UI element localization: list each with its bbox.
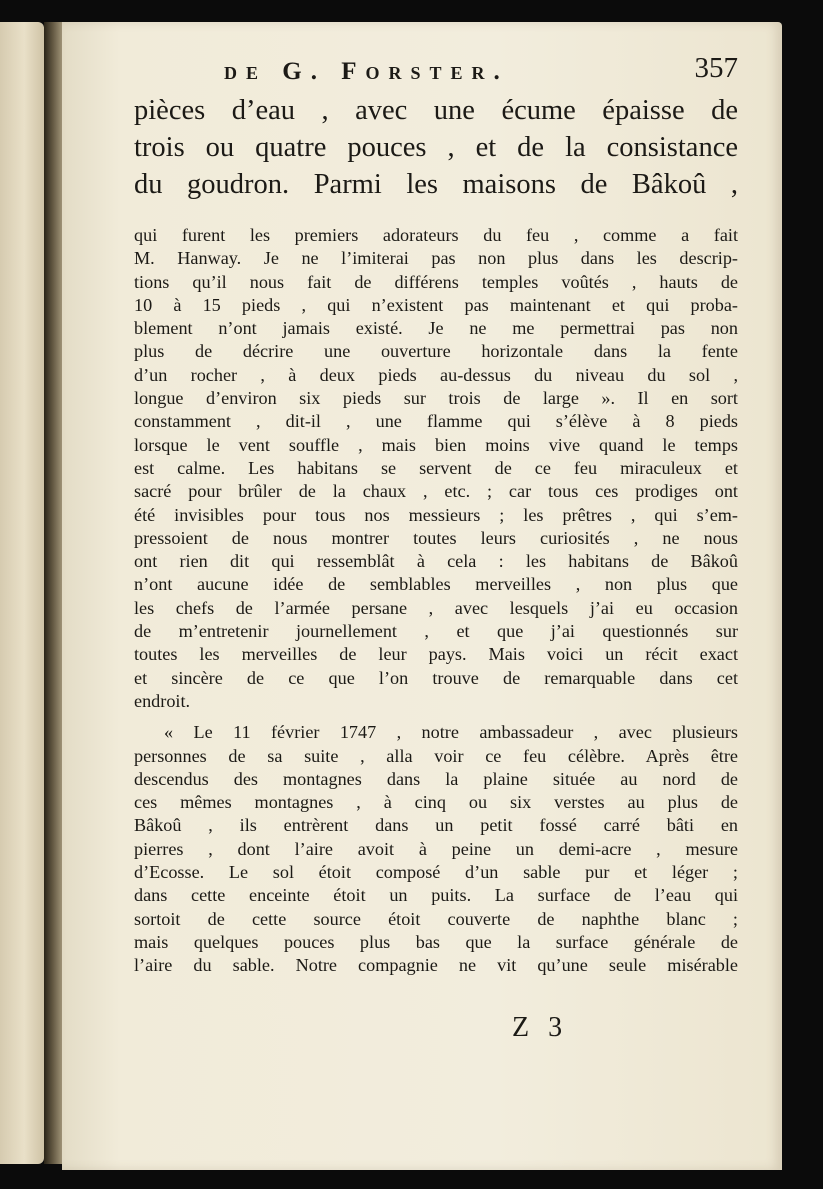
text-line: d’Ecosse. Le sol étoit composé d’un sable pur et léger ; — [134, 862, 738, 883]
text-line: « Le 11 février 1747 , notre ambassadeur , avec plusieurs — [164, 722, 738, 743]
lead-line: pièces d’eau , avec une écume épaisse de — [134, 95, 738, 126]
body-text — [134, 224, 738, 978]
text-line: M. Hanway. Je ne l’imiterai pas non plus dans les descrip- — [134, 248, 738, 269]
text-line: 10 à 15 pieds , qui n’existent pas maintenant et qui proba- — [134, 294, 738, 315]
text-line: ont rien dit qui ressemblât à cela : les habitans de Bâkoû — [134, 551, 738, 572]
text-line: sacré pour brûler de la chaux , etc. ; car tous ces prodiges ont — [134, 481, 738, 502]
text-line: constamment , dit-il , une flamme qui s’élève à 8 pieds — [134, 411, 738, 432]
text-line: mais quelques pouces plus bas que la surface générale de — [134, 931, 738, 952]
page-content — [134, 48, 738, 1043]
text-line: dans cette enceinte étoit un puits. La surface de l’eau qui — [134, 885, 738, 906]
lead-line: trois ou quatre pouces , et de la consistance — [134, 132, 738, 163]
running-head — [134, 48, 738, 92]
lead-line: du goudron. Parmi les maisons de Bâkoû , — [134, 169, 738, 200]
text-line: descendus des montagnes dans la plaine située au nord de — [134, 768, 738, 789]
text-line: blement n’ont jamais existé. Je ne me permettrai pas non — [134, 318, 738, 339]
text-line: ces mêmes montagnes , à cinq ou six verstes au plus de — [134, 792, 738, 813]
lead-text — [134, 92, 738, 203]
text-line: longue d’environ six pieds sur trois de large ». Il en sort — [134, 388, 738, 409]
book-page — [62, 22, 782, 1170]
text-line: les chefs de l’armée persane , avec lesquels j’ai eu occasion — [134, 597, 738, 618]
text-line: est calme. Les habitans se servent de ce feu miraculeux et — [134, 457, 738, 478]
text-line: lorsque le vent souffle , mais bien moins vive quand le temps — [134, 434, 738, 455]
text-line: n’ont aucune idée de semblables merveilles , non plus que — [134, 574, 738, 595]
page-number: 357 — [694, 52, 738, 84]
text-line: d’un rocher , à deux pieds au-dessus du niveau du sol , — [134, 364, 738, 385]
text-line: de m’entretenir journellement , et que j’ai questionnés sur — [134, 621, 738, 642]
running-title: de G. Forster. — [224, 58, 509, 85]
text-line: qui furent les premiers adorateurs du feu , comme a fait — [134, 225, 738, 245]
text-line: pierres , dont l’aire avoit à peine un demi-acre , mesure — [134, 838, 738, 859]
text-line: sortoit de cette source étoit couverte de naphthe blanc ; — [134, 908, 738, 929]
paragraph-1 — [134, 224, 738, 713]
paragraph-2 — [134, 721, 738, 977]
text-line: été invisibles pour tous nos messieurs ; les prêtres , qui s’em- — [134, 504, 738, 525]
text-line: et sincère de ce que l’on trouve de remarquable dans cet — [134, 667, 738, 688]
text-line: l’aire du sable. Notre compagnie ne vit qu’une seule misérable — [134, 955, 738, 976]
text-line: plus de décrire une ouverture horizontale dans la fente — [134, 341, 738, 362]
text-line: toutes les merveilles de leur pays. Mais voici un récit exact — [134, 644, 738, 665]
text-line: Bâkoû , ils entrèrent dans un petit fossé carré bâti en — [134, 815, 738, 836]
facing-page-edge — [0, 22, 44, 1164]
text-line: personnes de sa suite , alla voir ce feu célèbre. Après être — [134, 745, 738, 766]
text-line: pressoient de nous montrer toutes leurs curiosités , ne nous — [134, 527, 738, 548]
signature-mark: Z 3 — [512, 1012, 569, 1043]
text-line: endroit. — [134, 690, 191, 711]
text-line: tions qu’il nous fait de différens temples voûtés , hauts de — [134, 271, 738, 292]
